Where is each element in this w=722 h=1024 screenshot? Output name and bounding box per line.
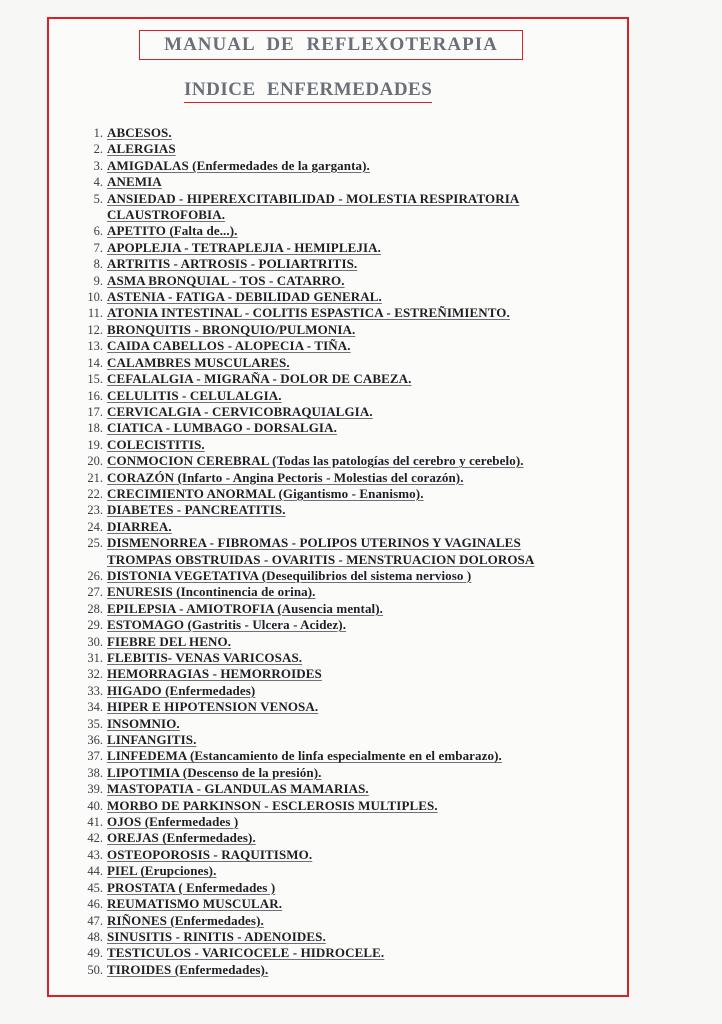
entry-text: DISTONIA VEGETATIVA (Desequilibrios del sistema nervioso ) [107, 567, 472, 583]
index-entry [69, 420, 614, 436]
entry-number: 35. [87, 716, 103, 731]
entry-text-block [107, 289, 382, 305]
entry-text: ABCESOS. [107, 125, 172, 140]
entry-number: 25. [87, 536, 103, 551]
entry-number: 3. [93, 158, 103, 173]
entry-text: HIGADO (Enfermedades) [107, 682, 256, 698]
entry-text-block [107, 617, 346, 633]
index-entry [69, 634, 614, 650]
entry-text-block [107, 470, 464, 486]
entry-text: ASMA BRONQUIAL - TOS - CATARRO. [107, 272, 345, 288]
entry-number: 1. [93, 126, 103, 140]
entry-text-block [107, 305, 510, 321]
index-entry [69, 896, 614, 912]
index-entry [69, 486, 614, 502]
page-frame [47, 17, 629, 997]
entry-number: 2. [93, 142, 103, 157]
index-entry [69, 355, 614, 371]
entry-number: 19. [87, 437, 103, 452]
entry-text-block [107, 191, 519, 224]
entry-text: LINFANGITIS. [107, 732, 197, 748]
entry-number: 16. [87, 388, 103, 403]
entry-text-block [107, 748, 502, 764]
entry-text: ARTRITIS - ARTROSIS - POLIARTRITIS. [107, 256, 358, 272]
entry-text: EPILEPSIA - AMIOTROFIA (Ausencia mental). [107, 600, 384, 616]
index-entry [69, 962, 614, 978]
index-entry [69, 338, 614, 354]
entry-number: 28. [87, 601, 103, 616]
entry-text: ANSIEDAD - HIPEREXCITABILIDAD - MOLESTIA RESPIRATORIA [107, 190, 520, 206]
entry-text: ALERGIAS [107, 141, 176, 157]
entry-text: HEMORRAGIAS - HEMORROIDES [107, 666, 322, 682]
entry-text: MORBO DE PARKINSON - ESCLEROSIS MULTIPLES. [107, 797, 438, 813]
entry-text-block [107, 880, 275, 896]
entry-text-block [107, 896, 282, 912]
entry-number: 7. [93, 240, 103, 255]
entry-text-block [107, 847, 312, 863]
entry-text-block [107, 420, 337, 436]
entry-text: PROSTATA ( Enfermedades ) [107, 879, 276, 895]
entry-text: LINFEDEMA (Estancamiento de linfa especialmente en el embarazo). [107, 748, 502, 764]
entry-text-block [107, 388, 282, 404]
entry-text: CAIDA CABELLOS - ALOPECIA - TIÑA. [107, 338, 351, 354]
index-entry [69, 880, 614, 896]
entry-text-block [107, 256, 357, 272]
entry-text: REUMATISMO MUSCULAR. [107, 896, 283, 912]
entry-number: 30. [87, 634, 103, 649]
index-entry [69, 289, 614, 305]
manual-title: MANUAL DE REFLEXOTERAPIA [139, 30, 523, 60]
index-entry [69, 371, 614, 387]
entry-text-block [107, 453, 524, 469]
index-entry [69, 913, 614, 929]
entry-text: CALAMBRES MUSCULARES. [107, 354, 290, 370]
entry-text-block [107, 240, 381, 256]
index-entry [69, 141, 614, 157]
entry-number: 42. [87, 831, 103, 846]
entry-text: SINUSITIS - RINITIS - ADENOIDES. [107, 928, 326, 944]
entry-text: CELULITIS - CELULALGIA. [107, 387, 282, 403]
entry-number: 36. [87, 733, 103, 748]
entry-text-block [107, 568, 471, 584]
entry-number: 18. [87, 421, 103, 436]
entry-text-block [107, 437, 205, 453]
entry-text-block [107, 666, 322, 682]
entry-text: BRONQUITIS - BRONQUIO/PULMONIA. [107, 321, 356, 337]
entry-text-block [107, 338, 351, 354]
entry-text-block [107, 650, 302, 666]
entry-text: DIABETES - PANCREATITIS. [107, 502, 286, 518]
entry-text-block [107, 535, 534, 568]
entry-number: 10. [87, 290, 103, 305]
entry-number: 40. [87, 798, 103, 813]
entry-text-block [107, 732, 196, 748]
entry-text-block [107, 683, 255, 699]
entry-text: HIPER E HIPOTENSION VENOSA. [107, 699, 319, 715]
index-entry [69, 798, 614, 814]
entry-number: 6. [93, 224, 103, 239]
entry-text: COLECISTITIS. [107, 436, 205, 452]
entry-number: 43. [87, 847, 103, 862]
entry-text: AMIGDALAS (Enfermedades de la garganta). [107, 157, 370, 173]
index-entry [69, 535, 614, 568]
entry-number: 13. [87, 339, 103, 354]
entry-number: 48. [87, 929, 103, 944]
index-entry [69, 650, 614, 666]
entry-text-block [107, 502, 286, 518]
index-entry [69, 240, 614, 256]
entry-text: CORAZÓN (Infarto - Angina Pectoris - Molestias del corazón). [107, 469, 464, 485]
disease-index-list [69, 125, 614, 978]
entry-text-block [107, 863, 216, 879]
entry-number: 26. [87, 568, 103, 583]
index-entry [69, 683, 614, 699]
entry-text: LIPOTIMIA (Descenso de la presión). [107, 764, 322, 780]
entry-text: ASTENIA - FATIGA - DEBILIDAD GENERAL. [107, 289, 382, 305]
entry-number: 20. [87, 454, 103, 469]
entry-text: CLAUSTROFOBIA. [107, 207, 226, 223]
index-entry [69, 847, 614, 863]
entry-text: MASTOPATIA - GLANDULAS MAMARIAS. [107, 781, 369, 797]
entry-text: OREJAS (Enfermedades). [107, 830, 256, 846]
entry-text-block [107, 830, 256, 846]
index-entry [69, 814, 614, 830]
index-entry [69, 322, 614, 338]
entry-text: TIROIDES (Enfermedades). [107, 961, 269, 977]
entry-number: 17. [87, 404, 103, 419]
entry-number: 50. [87, 962, 103, 977]
entry-text: FIEBRE DEL HENO. [107, 633, 232, 649]
entry-number: 41. [87, 815, 103, 830]
entry-number: 44. [87, 864, 103, 879]
index-entry [69, 732, 614, 748]
entry-text-block [107, 371, 412, 387]
entry-text-block [107, 404, 373, 420]
entry-number: 37. [87, 749, 103, 764]
index-entry [69, 781, 614, 797]
index-entry [69, 929, 614, 945]
index-entry [69, 273, 614, 289]
entry-number: 23. [87, 503, 103, 518]
index-entry [69, 174, 614, 190]
index-entry [69, 305, 614, 321]
entry-text-block [107, 945, 384, 961]
entry-text: CRECIMIENTO ANORMAL (Gigantismo - Enanismo). [107, 485, 424, 501]
entry-text-block [107, 223, 238, 239]
entry-text-block [107, 781, 369, 797]
index-entry [69, 388, 614, 404]
entry-number: 24. [87, 519, 103, 534]
entry-text: DIARREA. [107, 518, 172, 534]
entry-number: 9. [93, 273, 103, 288]
entry-number: 22. [87, 486, 103, 501]
entry-number: 49. [87, 946, 103, 961]
index-entry [69, 830, 614, 846]
entry-text: TROMPAS OBSTRUIDAS - OVARITIS - MENSTRUACION DOLOROSA [107, 551, 535, 567]
entry-text: ENURESIS (Incontinencia de orina). [107, 584, 316, 600]
entry-text-block [107, 634, 231, 650]
index-entry [69, 945, 614, 961]
entry-number: 4. [93, 175, 103, 190]
index-entry [69, 863, 614, 879]
entry-text: APOPLEJIA - TETRAPLEJIA - HEMIPLEJIA. [107, 239, 381, 255]
entry-text-block [107, 765, 322, 781]
index-entry [69, 666, 614, 682]
entry-text-block [107, 962, 268, 978]
index-entry [69, 502, 614, 518]
index-entry [69, 699, 614, 715]
entry-text-block [107, 174, 162, 190]
entry-text-block [107, 125, 172, 141]
entry-number: 12. [87, 322, 103, 337]
entry-text-block [107, 601, 383, 617]
entry-number: 5. [93, 191, 103, 206]
entry-text-block [107, 929, 326, 945]
entry-number: 46. [87, 897, 103, 912]
index-entry [69, 453, 614, 469]
entry-text-block [107, 913, 264, 929]
index-entry [69, 437, 614, 453]
entry-text: CIATICA - LUMBAGO - DORSALGIA. [107, 420, 337, 436]
entry-text: OSTEOPOROSIS - RAQUITISMO. [107, 846, 313, 862]
entry-number: 32. [87, 667, 103, 682]
entry-text-block [107, 141, 176, 157]
entry-text: DISMENORREA - FIBROMAS - POLIPOS UTERINOS Y VAGINALES [107, 535, 521, 551]
entry-number: 38. [87, 765, 103, 780]
entry-text-block [107, 158, 370, 174]
entry-number: 21. [87, 470, 103, 485]
entry-text: ATONIA INTESTINAL - COLITIS ESPASTICA - ESTREÑIMIENTO. [107, 305, 510, 321]
entry-number: 47. [87, 913, 103, 928]
entry-text: CONMOCION CEREBRAL (Todas las patologías del cerebro y cerebelo). [107, 453, 524, 469]
entry-text-block [107, 699, 318, 715]
index-entry [69, 223, 614, 239]
index-entry [69, 470, 614, 486]
entry-text-block [107, 519, 172, 535]
entry-text-block [107, 716, 180, 732]
index-entry [69, 716, 614, 732]
index-entry [69, 601, 614, 617]
index-entry [69, 519, 614, 535]
entry-text: TESTICULOS - VARICOCELE - HIDROCELE. [107, 945, 385, 961]
entry-number: 27. [87, 585, 103, 600]
index-subtitle: INDICE ENFERMEDADES [184, 79, 432, 103]
entry-text-block [107, 486, 424, 502]
index-entry [69, 125, 614, 141]
entry-text: CERVICALGIA - CERVICOBRAQUIALGIA. [107, 403, 373, 419]
index-entry [69, 748, 614, 764]
entry-text: FLEBITIS- VENAS VARICOSAS. [107, 650, 303, 665]
entry-text-block [107, 584, 316, 600]
entry-number: 39. [87, 782, 103, 797]
entry-number: 29. [87, 618, 103, 633]
entry-text-block [107, 355, 290, 371]
entry-text: ANEMIA [107, 174, 162, 190]
entry-number: 8. [93, 257, 103, 272]
entry-number: 31. [87, 651, 103, 665]
index-entry [69, 568, 614, 584]
entry-text-block [107, 814, 238, 830]
entry-text: RIÑONES (Enfermedades). [107, 912, 264, 928]
index-entry [69, 191, 614, 224]
entry-text: APETITO (Falta de...). [107, 223, 238, 239]
entry-number: 34. [87, 700, 103, 715]
entry-number: 33. [87, 683, 103, 698]
entry-text-block [107, 322, 355, 338]
entry-number: 15. [87, 372, 103, 387]
entry-text: PIEL (Erupciones). [107, 863, 217, 879]
entry-number: 45. [87, 880, 103, 895]
index-entry [69, 404, 614, 420]
index-entry [69, 765, 614, 781]
entry-number: 11. [87, 306, 103, 321]
index-entry [69, 158, 614, 174]
entry-number: 14. [87, 355, 103, 370]
index-entry [69, 584, 614, 600]
entry-text-block [107, 273, 345, 289]
index-entry [69, 617, 614, 633]
entry-text: OJOS (Enfermedades ) [107, 814, 239, 830]
entry-text: ESTOMAGO (Gastritis - Ulcera - Acidez). [107, 617, 347, 633]
entry-text: INSOMNIO. [107, 715, 180, 731]
index-entry [69, 256, 614, 272]
entry-text: CEFALALGIA - MIGRAÑA - DOLOR DE CABEZA. [107, 371, 412, 387]
entry-text-block [107, 798, 438, 814]
